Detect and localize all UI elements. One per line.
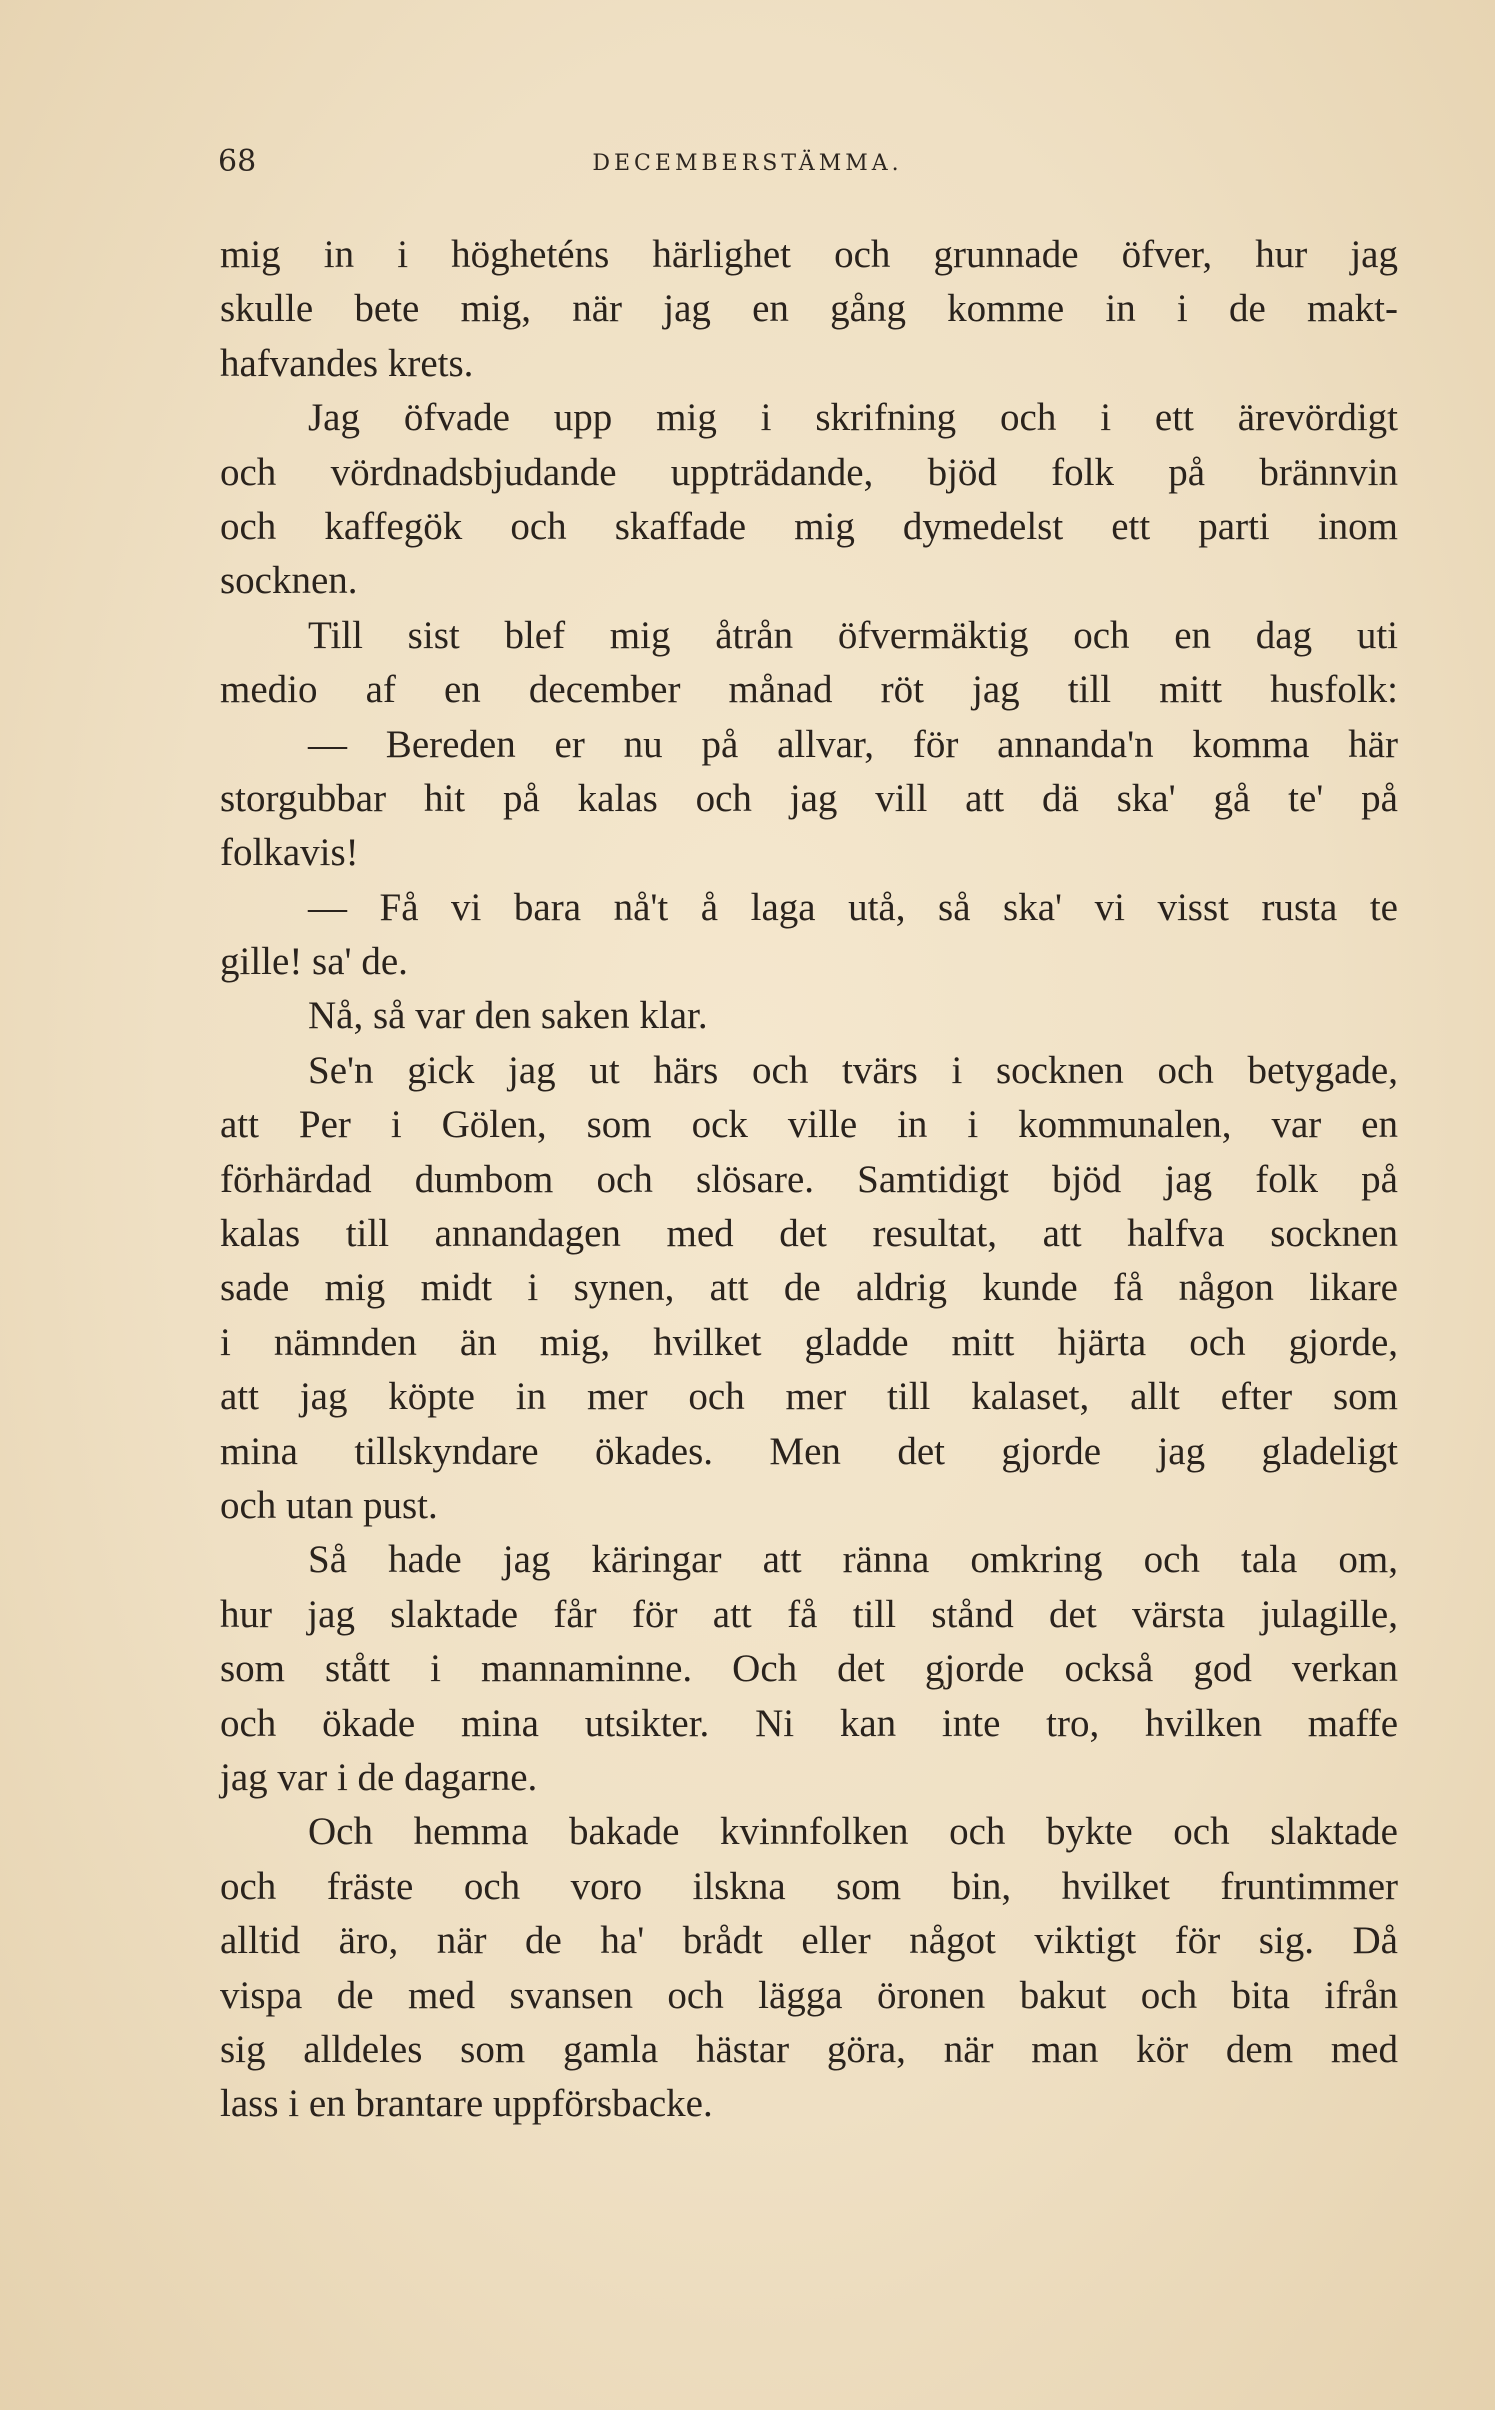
dialogue-line: — Få vi bara nå't å laga utå, så ska' vi visst rusta te (308, 885, 1398, 929)
text-line: och kaffegök och skaffade mig dymedelst ett parti inom (220, 504, 1398, 548)
text-line: sade mig midt i synen, att de aldrig kunde få någon likare (220, 1266, 1398, 1310)
text-line: att jag köpte in mer och mer till kalaset, allt efter som (220, 1375, 1398, 1419)
text-line: att Per i Gölen, som ock ville in i kommunalen, var en (220, 1103, 1398, 1147)
text-line: medio af en december månad röt jag till mitt husfolk: (220, 668, 1398, 712)
running-head: DECEMBERSTÄMMA. (592, 151, 903, 176)
text-line: i nämnden än mig, hvilket gladde mitt hjärta och gjorde, (220, 1320, 1398, 1364)
text-line: socknen. (220, 559, 358, 603)
text-line: jag var i de dagarne. (220, 1755, 538, 1799)
page-number: 68 (218, 144, 257, 179)
text-line: folkavis! (220, 831, 359, 875)
text-line: lass i en brantare uppförsbacke. (220, 2082, 713, 2126)
text-line: och fräste och voro ilskna som bin, hvilket fruntimmer (220, 1864, 1398, 1908)
paragraph-start-line: Nå, så var den saken klar. (308, 994, 708, 1038)
text-line: som stått i mannaminne. Och det gjorde också god verkan (220, 1647, 1398, 1691)
text-line: sig alldeles som gamla hästar göra, när man kör dem med (220, 2027, 1398, 2071)
text-line: och utan pust. (220, 1483, 438, 1527)
text-line: skulle bete mig, när jag en gång komme in i de makt- (220, 287, 1398, 331)
text-line: gille! sa' de. (220, 940, 408, 984)
text-line: hafvandes krets. (220, 341, 474, 385)
paragraph-start-line: Jag öfvade upp mig i skrifning och i ett ärevördigt (308, 396, 1398, 440)
dialogue-line: — Bereden er nu på allvar, för annanda'n komma här (308, 722, 1398, 766)
paragraph-start-line: Så hade jag käringar att ränna omkring och tala om, (308, 1538, 1398, 1582)
text-line: vispa de med svansen och lägga öronen bakut och bita ifrån (220, 1973, 1398, 2017)
text-line: mig in i högheténs härlighet och grunnade öfver, hur jag (220, 233, 1398, 276)
page-header (0, 142, 1495, 182)
text-line: hur jag slaktade får för att få till stånd det värsta julagille, (220, 1592, 1398, 1636)
text-line: kalas till annandagen med det resultat, att halfva socknen (220, 1212, 1398, 1256)
text-line: alltid äro, när de ha' brådt eller något viktigt för sig. Då (220, 1919, 1398, 1963)
paragraph-start-line: Se'n gick jag ut härs och tvärs i socknen och betygade, (308, 1048, 1398, 1092)
text-line: storgubbar hit på kalas och jag vill att dä ska' gå te' på (220, 776, 1398, 820)
text-line: och ökade mina utsikter. Ni kan inte tro, hvilken maffe (220, 1701, 1398, 1745)
text-line: förhärdad dumbom och slösare. Samtidigt bjöd jag folk på (220, 1157, 1398, 1201)
paragraph-start-line: Till sist blef mig åtrån öfvermäktig och en dag uti (308, 613, 1398, 657)
body-text (220, 228, 1398, 2132)
text-line: mina tillskyndare ökades. Men det gjorde jag gladeligt (220, 1429, 1398, 1473)
text-line: och vördnadsbjudande uppträdande, bjöd folk på brännvin (220, 450, 1398, 494)
paragraph-start-line: Och hemma bakade kvinnfolken och bykte och slaktade (308, 1810, 1398, 1854)
